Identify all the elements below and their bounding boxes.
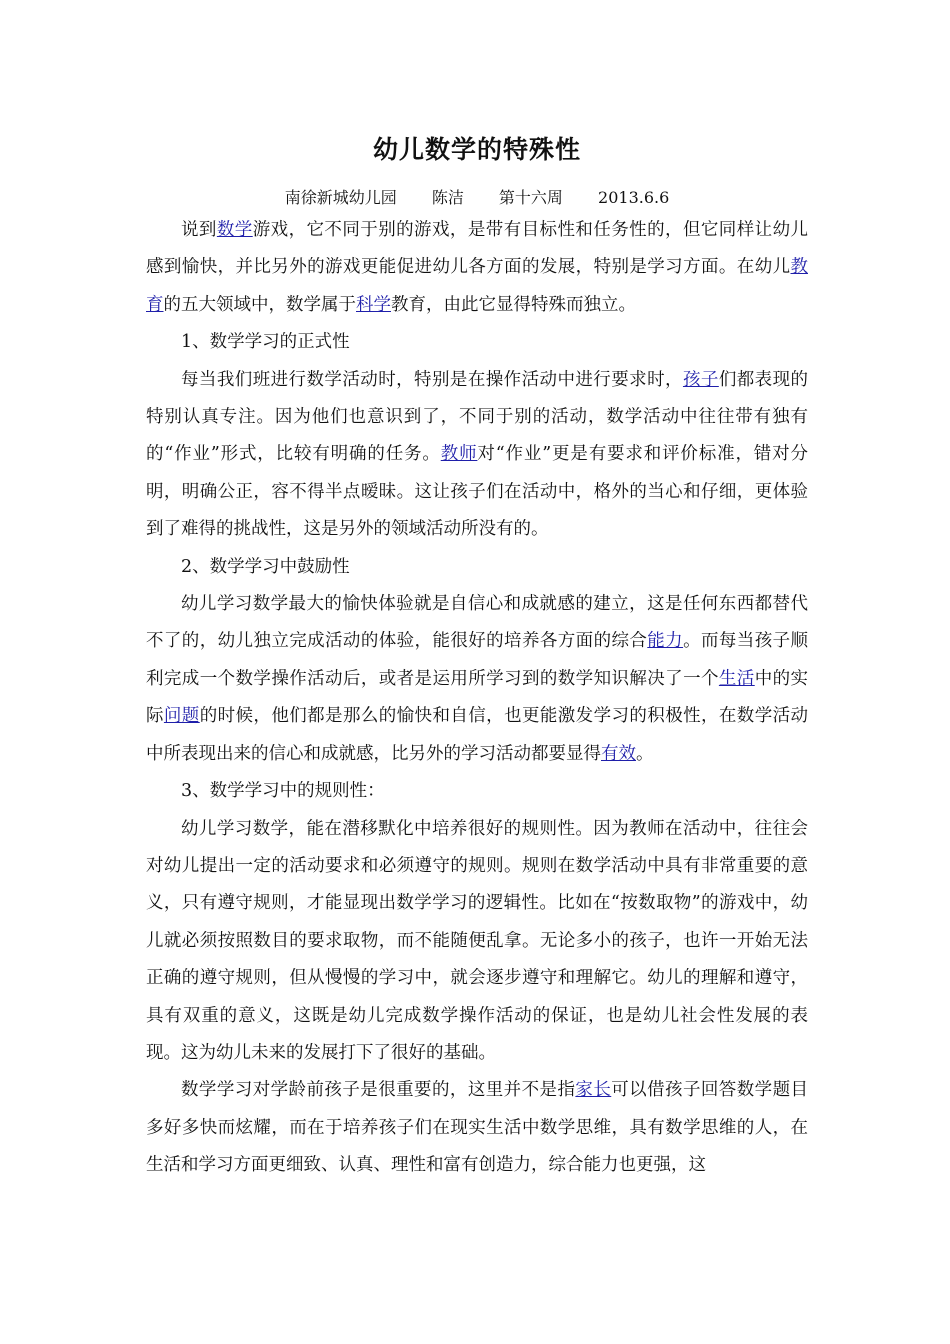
text-run: 可以借孩子回答数学题目多好多快而炫耀，而在于培养孩子们在现实生活中数学思维，具有数学思维的人，在生活和学习方面更细致、认真、理性和富有创造力，综合能力也更强，这: [146, 1080, 809, 1176]
publish-date: 2013.6.6: [598, 188, 670, 207]
keyword-link[interactable]: 家长: [575, 1080, 612, 1101]
paragraph: [146, 773, 808, 810]
text-run: 幼儿学习数学，能在潜移默化中培养很好的规则性。因为教师在活动中，往往会对幼儿提出一定的活动要求和必须遵守的规则。规则在数学活动中具有非常重要的意义，只有遵守规则，才能显现出数学学习的逻辑性。比如在“按数取物”的游戏中，幼儿就必须按照数目的要求取物，而不能随便乱拿。无论多小的孩子，也许一开始无法正确的遵守规则，但从慢慢的学习中，就会逐步遵守和理解它。幼儿的理解和遵守，具有双重的意义，这既是幼儿完成数学操作活动的保证，也是幼儿社会性发展的表现。这为幼儿未来的发展打下了很好的基础。: [146, 818, 808, 1063]
article-text: [146, 212, 808, 1185]
text-run: 。而每当孩子顺利完成一个数学操作活动后，或者是运用所学习到的数学知识解决了一个: [146, 631, 809, 689]
keyword-link[interactable]: 教育: [146, 257, 808, 315]
keyword-link[interactable]: 生活: [718, 668, 755, 689]
text-run: 中的实际: [146, 668, 809, 727]
paragraph: [146, 212, 808, 324]
keyword-link[interactable]: 孩子: [682, 369, 719, 390]
paragraph: [146, 324, 808, 361]
text-run: 数学学习对学龄前孩子是很重要的，这里并不是指: [181, 1080, 576, 1101]
document-title: 幼儿数学的特殊性: [372, 135, 581, 164]
text-run: 幼儿学习数学最大的愉快体验就是自信心和成就感的建立，这是任何东西都替代不了的，幼儿独立完成活动的体验，能很好的培养各方面的综合: [146, 594, 808, 652]
text-run: 每当我们班进行数学活动时，特别是在操作活动中进行要求时，: [181, 369, 683, 390]
paragraph: [146, 362, 808, 549]
text-run: 1、数学学习的正式性: [181, 332, 350, 353]
paragraph: [146, 586, 808, 773]
keyword-link[interactable]: 问题: [163, 706, 200, 727]
byline: [146, 184, 808, 212]
author-name: 陈洁: [431, 188, 464, 207]
text-run: 对“作业”更是有要求和评价标准，错对分明，明确公正，容不得半点暧昧。这让孩子们在活动中，格外的当心和仔细，更体验到了难得的挑战性，这是另外的领域活动所没有的。: [146, 444, 808, 540]
text-run: 。: [636, 743, 654, 764]
paragraph: [146, 811, 808, 1073]
document-body: [146, 128, 808, 1185]
text-run: 说到: [181, 220, 217, 240]
keyword-link[interactable]: 数学: [216, 220, 253, 240]
text-run: 教育，由此它显得特殊而独立。: [391, 294, 636, 315]
school-name: 南徐新城幼儿园: [284, 188, 397, 207]
text-run: 的五大领域中，数学属于: [163, 294, 356, 315]
keyword-link[interactable]: 能力: [647, 631, 684, 652]
text-run: 的时候，他们都是那么的愉快和自信，也更能激发学习的积极性，在数学活动中所表现出来的信心和成就感，比另外的学习活动都要显得: [146, 706, 809, 764]
paragraph: [146, 1072, 808, 1184]
text-run: 3、数学学习中的规则性：: [181, 781, 385, 802]
text-run: 们都表现的特别认真专注。因为他们也意识到了，不同于别的活动，数学活动中往往带有独有的“作业”形式，比较有明确的任务。: [146, 369, 809, 465]
text-run: 游戏，它不同于别的游戏，是带有目标性和任务性的，但它同样让幼儿感到愉快，并比另外的游戏更能促进幼儿各方面的发展，特别是学习方面。在幼儿: [146, 220, 809, 278]
week-label: 第十六周: [498, 188, 563, 207]
text-run: 2、数学学习中鼓励性: [181, 556, 350, 577]
paragraph: [146, 549, 808, 586]
keyword-link[interactable]: 科学: [356, 294, 391, 315]
keyword-link[interactable]: 有效: [601, 743, 636, 764]
keyword-link[interactable]: 教师: [440, 444, 478, 465]
